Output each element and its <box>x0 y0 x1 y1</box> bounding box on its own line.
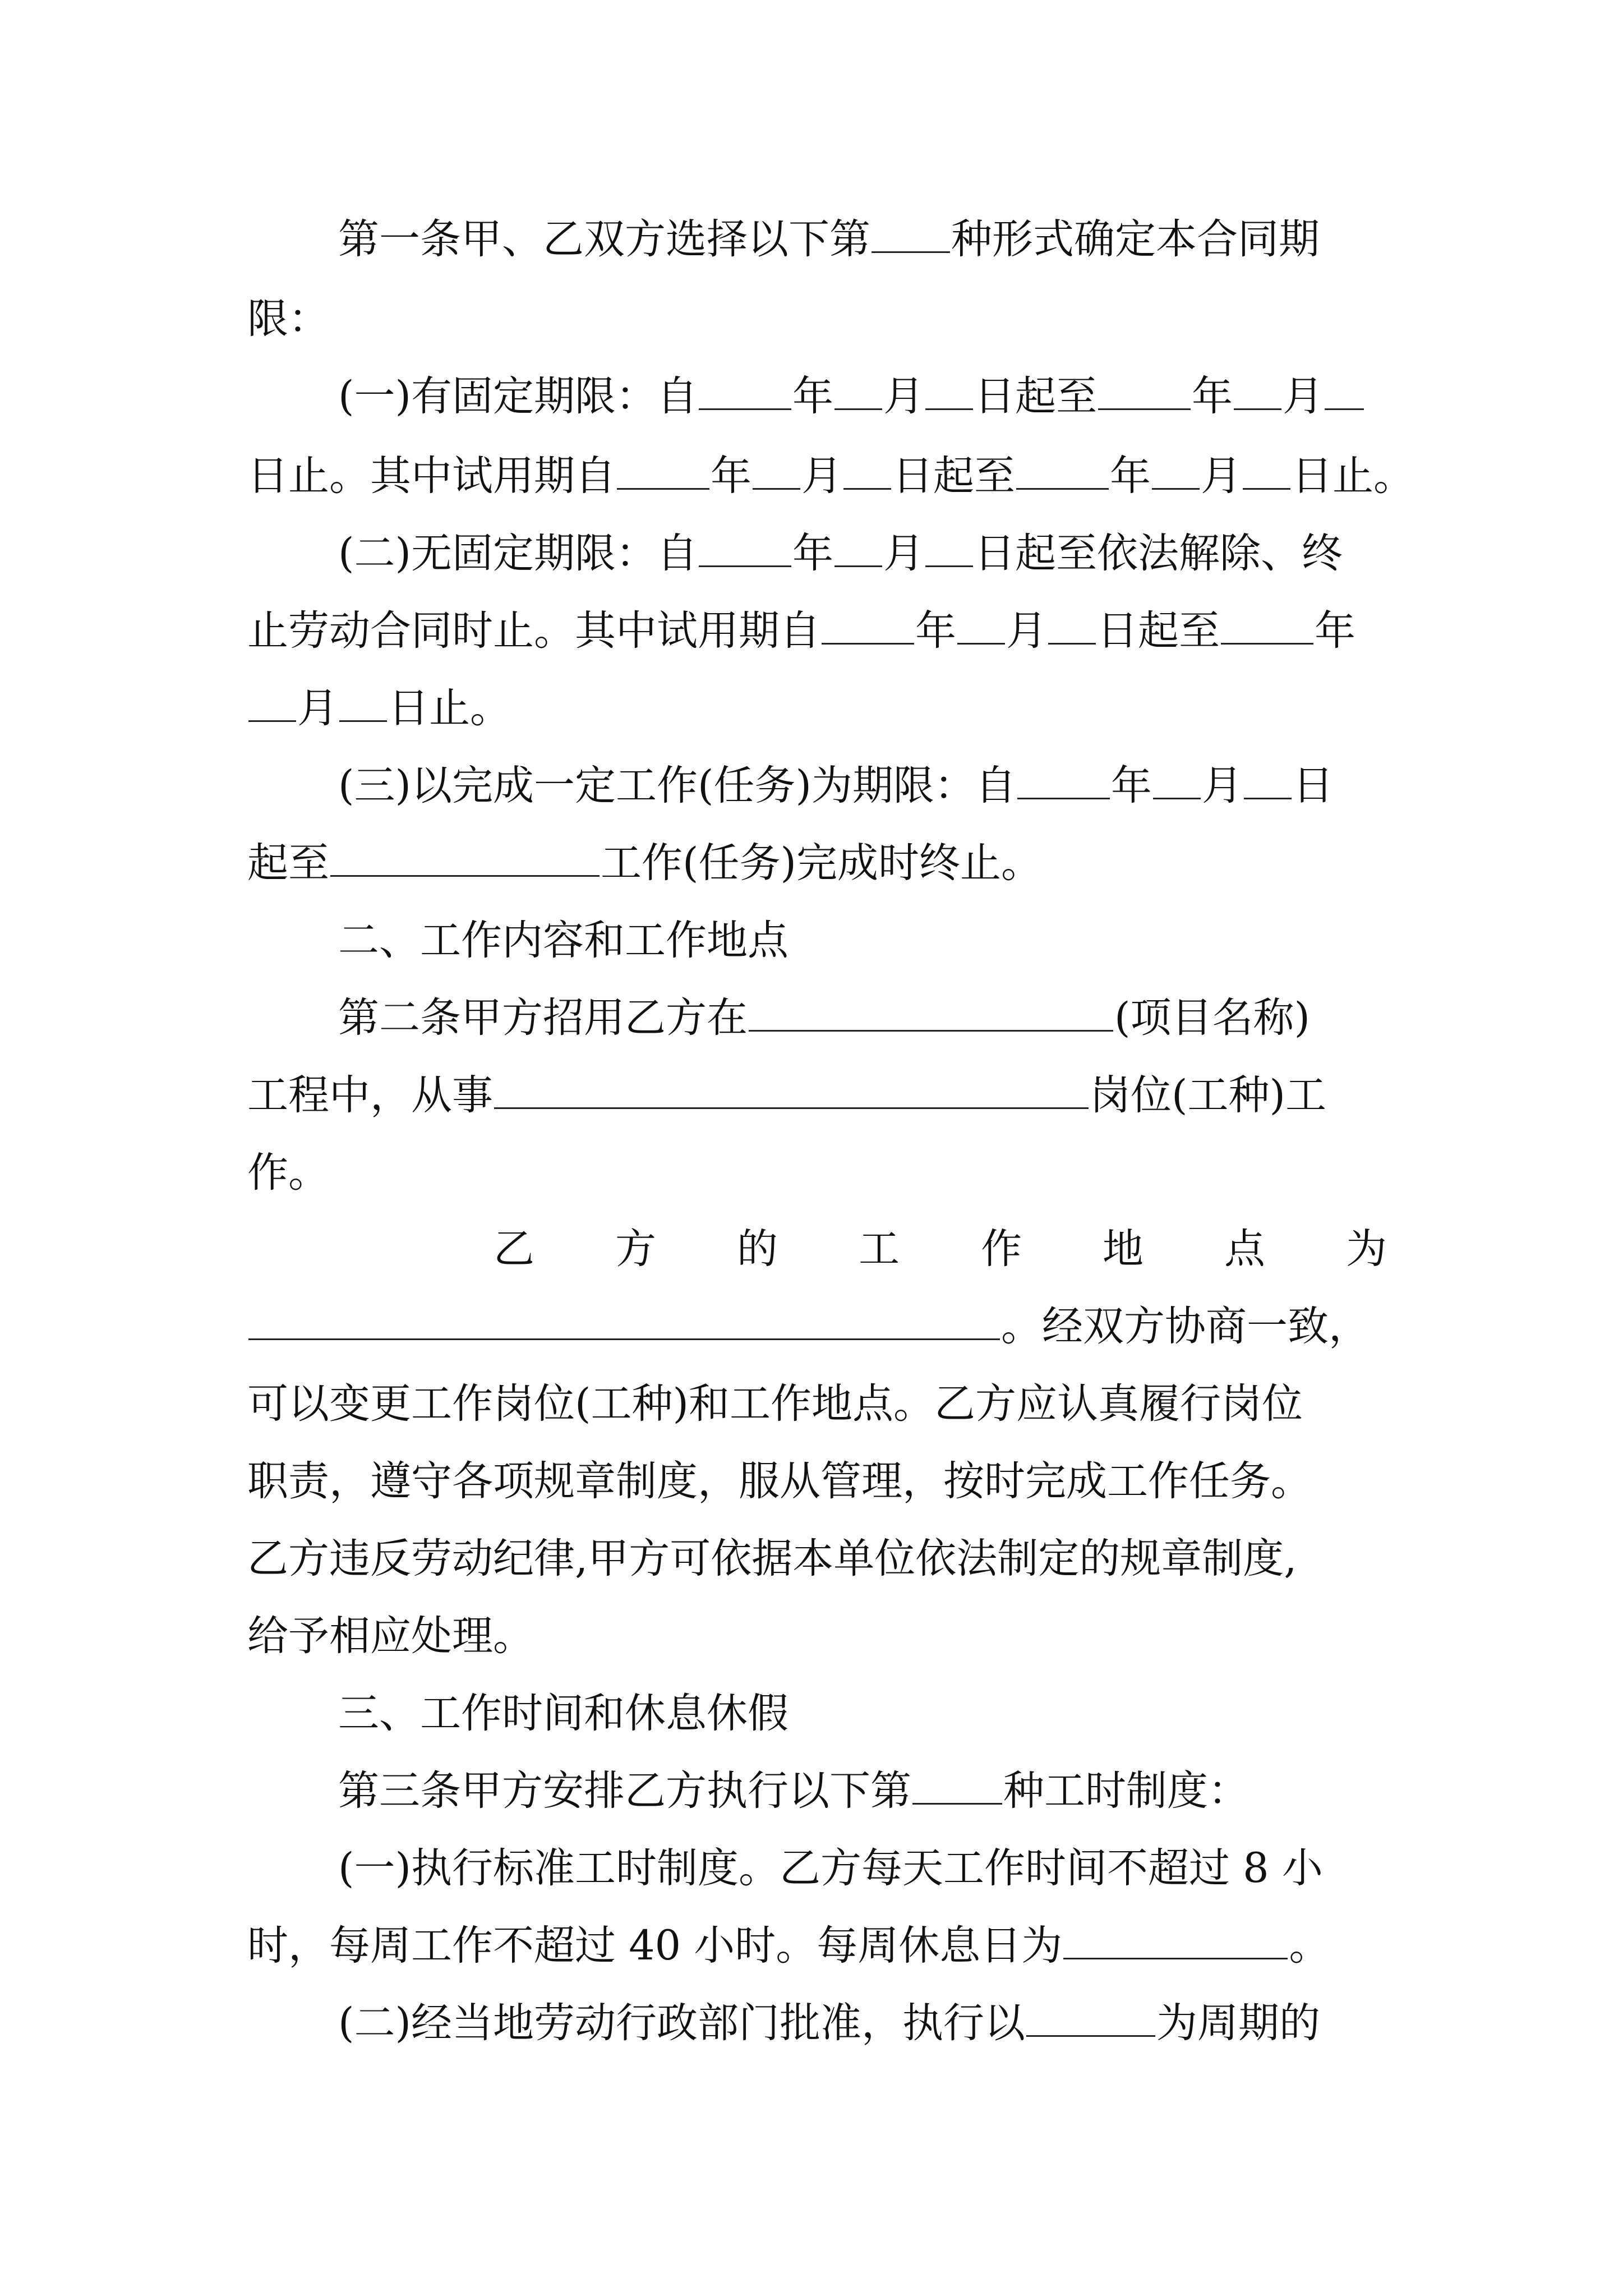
fill-in-blank[interactable] <box>925 531 973 567</box>
fill-in-blank[interactable] <box>1098 374 1191 410</box>
text-segment: 年 <box>792 372 833 420</box>
text-segment: 岗位(工种)工 <box>1090 1071 1326 1119</box>
document-line <box>247 600 1355 662</box>
text-segment: 日止。 <box>1292 452 1414 500</box>
text-segment: 工作(任务)完成时终止。 <box>601 839 1042 887</box>
text-segment: 日起至 <box>974 372 1097 420</box>
text-segment: 月 <box>1201 452 1242 500</box>
document-line <box>247 832 1042 894</box>
text-segment: 年 <box>1191 372 1233 420</box>
text-segment: 年 <box>915 607 956 655</box>
fill-in-blank[interactable] <box>1153 763 1201 799</box>
fill-in-blank[interactable] <box>248 685 296 722</box>
text-segment: 日起至 <box>892 452 1015 500</box>
text-segment: 种形式确定本合同期 <box>951 215 1320 263</box>
document-line <box>247 1528 1297 1590</box>
text-segment: (一)有固定期限：自 <box>338 372 698 420</box>
text-segment: 二、工作内容和工作地点 <box>338 917 789 964</box>
spread-character: 作 <box>981 1225 1022 1273</box>
text-segment: 日起至依法解除、终 <box>974 530 1343 577</box>
text-segment: 年 <box>792 530 833 577</box>
document-line <box>338 755 1334 817</box>
fill-in-blank[interactable] <box>330 840 600 877</box>
fill-in-blank[interactable] <box>617 453 709 490</box>
document-line <box>338 1683 789 1745</box>
text-segment: 限： <box>247 295 329 343</box>
text-segment: 日 <box>1292 762 1334 809</box>
document-line <box>338 910 789 972</box>
fill-in-blank[interactable] <box>957 608 1005 645</box>
text-segment: 月 <box>883 530 924 577</box>
text-segment: 日止。其中试用期自 <box>247 452 616 500</box>
spread-character: 方 <box>615 1225 656 1273</box>
fill-in-blank[interactable] <box>1234 374 1281 410</box>
text-segment: 年 <box>711 452 751 500</box>
fill-in-blank[interactable] <box>1063 1923 1288 1959</box>
fill-in-blank[interactable] <box>1244 763 1292 799</box>
fill-in-blank[interactable] <box>248 1304 1000 1340</box>
fill-in-blank[interactable] <box>699 531 791 567</box>
text-segment: 乙方违反劳动纪律,甲方可依据本单位依法制定的规章制度, <box>247 1535 1297 1582</box>
document-line <box>247 1296 1370 1358</box>
fill-in-blank[interactable] <box>912 1768 1002 1805</box>
text-segment: 月 <box>1282 372 1324 420</box>
text-segment: 第二条甲方招用乙方在 <box>338 994 748 1042</box>
document-line <box>247 1915 1330 1977</box>
fill-in-blank[interactable] <box>339 685 387 722</box>
text-segment: 日止。 <box>388 684 511 732</box>
document-line <box>247 1451 1312 1512</box>
document-line <box>247 1605 534 1667</box>
document-line <box>247 445 1414 507</box>
document-line <box>247 1142 329 1204</box>
text-segment: 给予相应处理。 <box>247 1612 534 1660</box>
text-segment: 年 <box>1315 607 1355 655</box>
fill-in-blank[interactable] <box>925 374 973 410</box>
text-segment: 日起至 <box>1097 607 1220 655</box>
text-segment: 第三条甲方安排乙方执行以下第 <box>338 1767 911 1815</box>
text-segment: 种工时制度： <box>1003 1767 1249 1815</box>
fill-in-blank[interactable] <box>749 995 1113 1032</box>
document-line <box>338 1838 1323 1899</box>
spread-character: 工 <box>859 1225 900 1273</box>
text-segment: 作。 <box>247 1149 329 1197</box>
text-segment: 月 <box>1201 762 1243 809</box>
spread-character: 地 <box>1103 1225 1144 1273</box>
text-segment: 时，每周工作不超过 40 小时。每周休息日为 <box>247 1922 1063 1970</box>
fill-in-blank[interactable] <box>1243 453 1290 490</box>
text-segment: 。经双方协商一致， <box>1001 1303 1370 1350</box>
text-segment: (二)经当地劳动行政部门批准，执行以 <box>338 1999 1025 2047</box>
text-segment: (一)执行标准工时制度。乙方每天工作时间不超过 8 小 <box>338 1844 1323 1892</box>
spread-character: 的 <box>737 1225 778 1273</box>
document-line <box>338 209 1320 270</box>
document-line <box>247 288 329 350</box>
text-segment: (项目名称) <box>1114 994 1310 1042</box>
spread-character: 乙 <box>494 1225 534 1273</box>
fill-in-blank[interactable] <box>1048 608 1096 645</box>
text-segment: 月 <box>801 452 842 500</box>
fill-in-blank[interactable] <box>1016 453 1109 490</box>
fill-in-blank[interactable] <box>699 374 791 410</box>
text-segment: 职责，遵守各项规章制度，服从管理，按时完成工作任务。 <box>247 1457 1312 1505</box>
text-segment: 工程中，从事 <box>247 1071 493 1119</box>
text-segment: (二)无固定期限：自 <box>338 530 698 577</box>
text-segment: 三、工作时间和休息休假 <box>338 1690 789 1737</box>
fill-in-blank[interactable] <box>753 453 800 490</box>
text-segment: 止劳动合同时止。其中试用期自 <box>247 607 820 655</box>
text-segment: (三)以完成一定工作(任务)为期限：自 <box>338 762 1016 809</box>
text-segment: 为周期的 <box>1156 1999 1320 2047</box>
document-line <box>338 987 1310 1049</box>
document-line <box>338 1760 1249 1822</box>
text-segment: 第一条甲、乙双方选择以下第 <box>338 215 870 263</box>
fill-in-blank[interactable] <box>1325 374 1364 410</box>
fill-in-blank[interactable] <box>1152 453 1200 490</box>
fill-in-blank[interactable] <box>834 374 882 410</box>
text-segment: 月 <box>1006 607 1047 655</box>
fill-in-blank[interactable] <box>843 453 891 490</box>
document-line <box>338 1993 1320 2054</box>
fill-in-blank[interactable] <box>494 1073 1089 1109</box>
document-line <box>338 523 1343 585</box>
text-segment: 月 <box>297 684 338 732</box>
text-segment: 年 <box>1110 762 1152 809</box>
fill-in-blank[interactable] <box>1017 763 1110 799</box>
fill-in-blank[interactable] <box>834 531 882 567</box>
text-segment: 月 <box>883 372 924 420</box>
document-line <box>247 1065 1326 1126</box>
fill-in-blank[interactable] <box>1221 608 1313 645</box>
spread-character: 点 <box>1224 1225 1265 1273</box>
text-segment: 。 <box>1289 1922 1330 1970</box>
fill-in-blank[interactable] <box>822 608 914 645</box>
text-segment: 可以变更工作岗位(工种)和工作地点。乙方应认真履行岗位 <box>247 1380 1303 1428</box>
document-line <box>338 366 1365 427</box>
spread-character: 为 <box>1346 1225 1387 1273</box>
document-line <box>247 1373 1303 1435</box>
text-segment: 年 <box>1110 452 1151 500</box>
document-line <box>247 678 511 739</box>
fill-in-blank[interactable] <box>1026 2000 1155 2037</box>
text-segment: 起至 <box>247 839 329 887</box>
fill-in-blank[interactable] <box>872 217 950 253</box>
